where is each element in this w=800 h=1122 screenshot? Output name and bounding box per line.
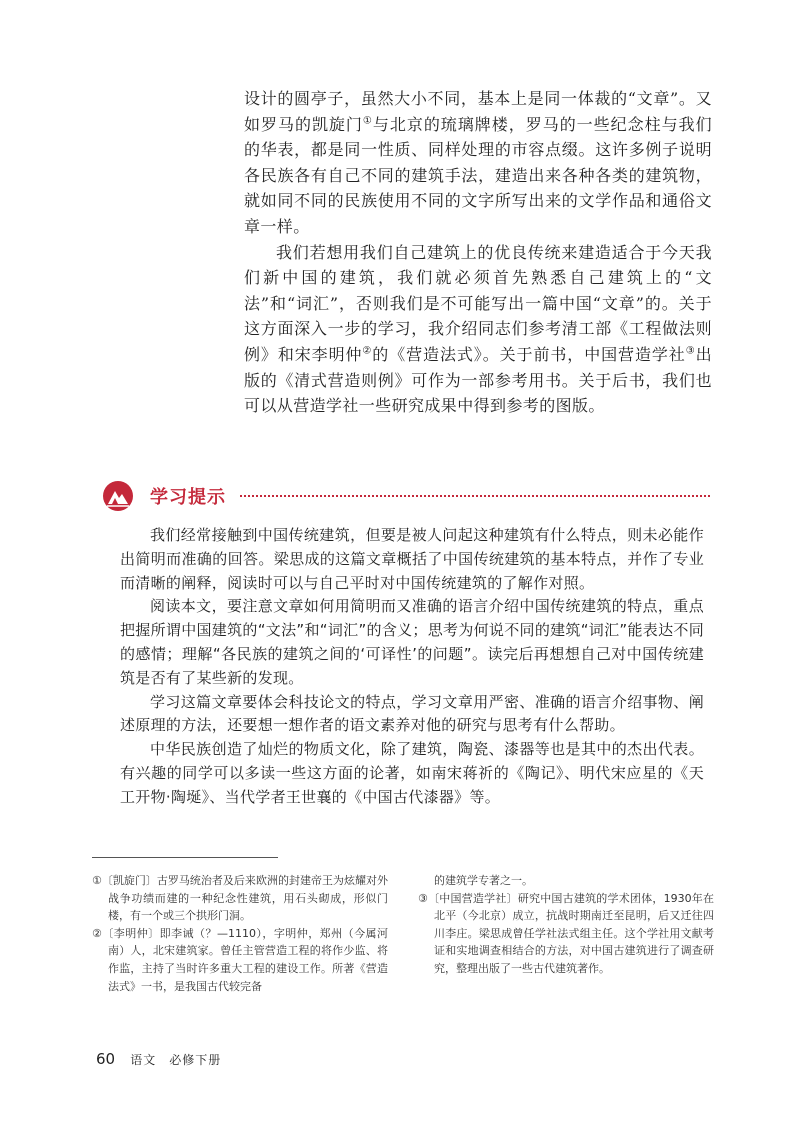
footnote-ref-2[interactable]: ② xyxy=(362,345,373,357)
footnote-2: ②〔李明仲〕即李诫（？—1110），字明仲，郑州（今属河南）人，北宋建筑家。曾任主管营造工程的将作少监、将作监，主持了当时许多重大工程的建设工作。所著《营造法式》一书，是我国古代较完备 xyxy=(92,926,388,993)
body-text-segment: 出版的《清式营造则例》可作为一部参考用书。关于后书，我们也可以从营造学社一些研究成果中得到参考的图版。 xyxy=(244,344,712,416)
footnote-divider xyxy=(92,857,278,858)
tips-paragraph: 我们经常接触到中国传统建筑，但要是被人问起这种建筑有什么特点，则未必能作出简明而准确的回答。梁思成的这篇文章概括了中国传统建筑的基本特点，并作了专业而清晰的阐释，阅读时可以与自己平时对中国传统建筑的了解作对照。 xyxy=(120,526,704,592)
body-text-segment: 与北京的琉璃牌楼，罗马的一些纪念柱与我们的华表，都是同一性质、同样处理的市容点缀。这许多例子说明各民族各有自己不同的建筑手法，建造出来各种各类的建筑物，就如同不同的民族使用不同的文字所写出来的文学作品和通俗文章一样。 xyxy=(244,114,712,236)
footnotes-right-column xyxy=(418,872,714,978)
tips-paragraph: 阅读本文，要注意文章如何用简明而又准确的语言介绍中国传统建筑的特点，重点把握所谓中国建筑的“文法”和“词汇”的含义；思考为何说不同的建筑“词汇”能表达不同的感情；理解“各民族的建筑之间的‘可译性’的问题”。读完后再想想自己对中国传统建筑是否有了某些新的发现。 xyxy=(120,597,704,687)
page-number: 60 xyxy=(96,1050,116,1068)
body-text-segment: 的《营造法式》。关于前书，中国营造学社 xyxy=(372,344,686,364)
footnotes-left-column xyxy=(92,872,388,995)
footnote-ref-3[interactable]: ③ xyxy=(685,345,696,357)
dotted-divider xyxy=(240,495,710,497)
body-text-segment: 我们若想用我们自己建筑上的优良传统来建造适合于今天我们新中国的建筑，我们就必须首先熟悉自己建筑上的“文法”和“词汇”，否则我们是不可能写出一篇中国“文章”的。关于这方面深入一步的学习，我介绍同志们参考清工部《工程做法则例》和宋李明仲 xyxy=(244,242,712,364)
tips-paragraph: 学习这篇文章要体会科技论文的特点，学习文章用严密、准确的语言介绍事物、阐述原理的方法，还要想一想作者的语文素养对他的研究与思考有什么帮助。 xyxy=(120,692,704,735)
study-tips-text xyxy=(120,524,704,810)
tips-paragraph: 中华民族创造了灿烂的物质文化，除了建筑，陶瓷、漆器等也是其中的杰出代表。有兴趣的同学可以多读一些这方面的论著，如南宋蒋祈的《陶记》、明代宋应星的《天工开物·陶埏》、当代学者王世襄的《中国古代漆器》等。 xyxy=(120,740,704,806)
section-title: 学习提示 xyxy=(150,487,226,508)
footnote-ref-1[interactable]: ① xyxy=(362,115,373,127)
body-paragraph-2 xyxy=(244,240,712,419)
study-tips-header xyxy=(100,478,710,514)
footnote-3: ③〔中国营造学社〕研究中国古建筑的学术团体，1930年在北平（今北京）成立，抗战时期南迁至昆明，后又迁往四川李庄。梁思成曾任学社法式组主任。这个学社用文献考证和实地调查相结合的方法，对中国古建筑进行了调查研究，整理出版了一些古代建筑著作。 xyxy=(418,891,714,975)
page-footer xyxy=(96,1049,221,1068)
book-title: 语文 必修下册 xyxy=(130,1053,222,1067)
footnote-2-continued: 的建筑学专著之一。 xyxy=(434,874,533,887)
body-text-segment: 设计的圆亭子，虽然大小不同，基本上是同一体裁的“文章”。又如罗马的凯旋门 xyxy=(244,89,712,134)
footnote-1: ①〔凯旋门〕古罗马统治者及后来欧洲的封建帝王为炫耀对外战争功绩而建的一种纪念性建筑，用石头砌成，形似门楼，有一个或三个拱形门洞。 xyxy=(92,874,388,923)
main-body-text xyxy=(244,86,712,419)
body-paragraph-1 xyxy=(244,86,712,240)
mountain-logo-icon xyxy=(102,480,134,512)
